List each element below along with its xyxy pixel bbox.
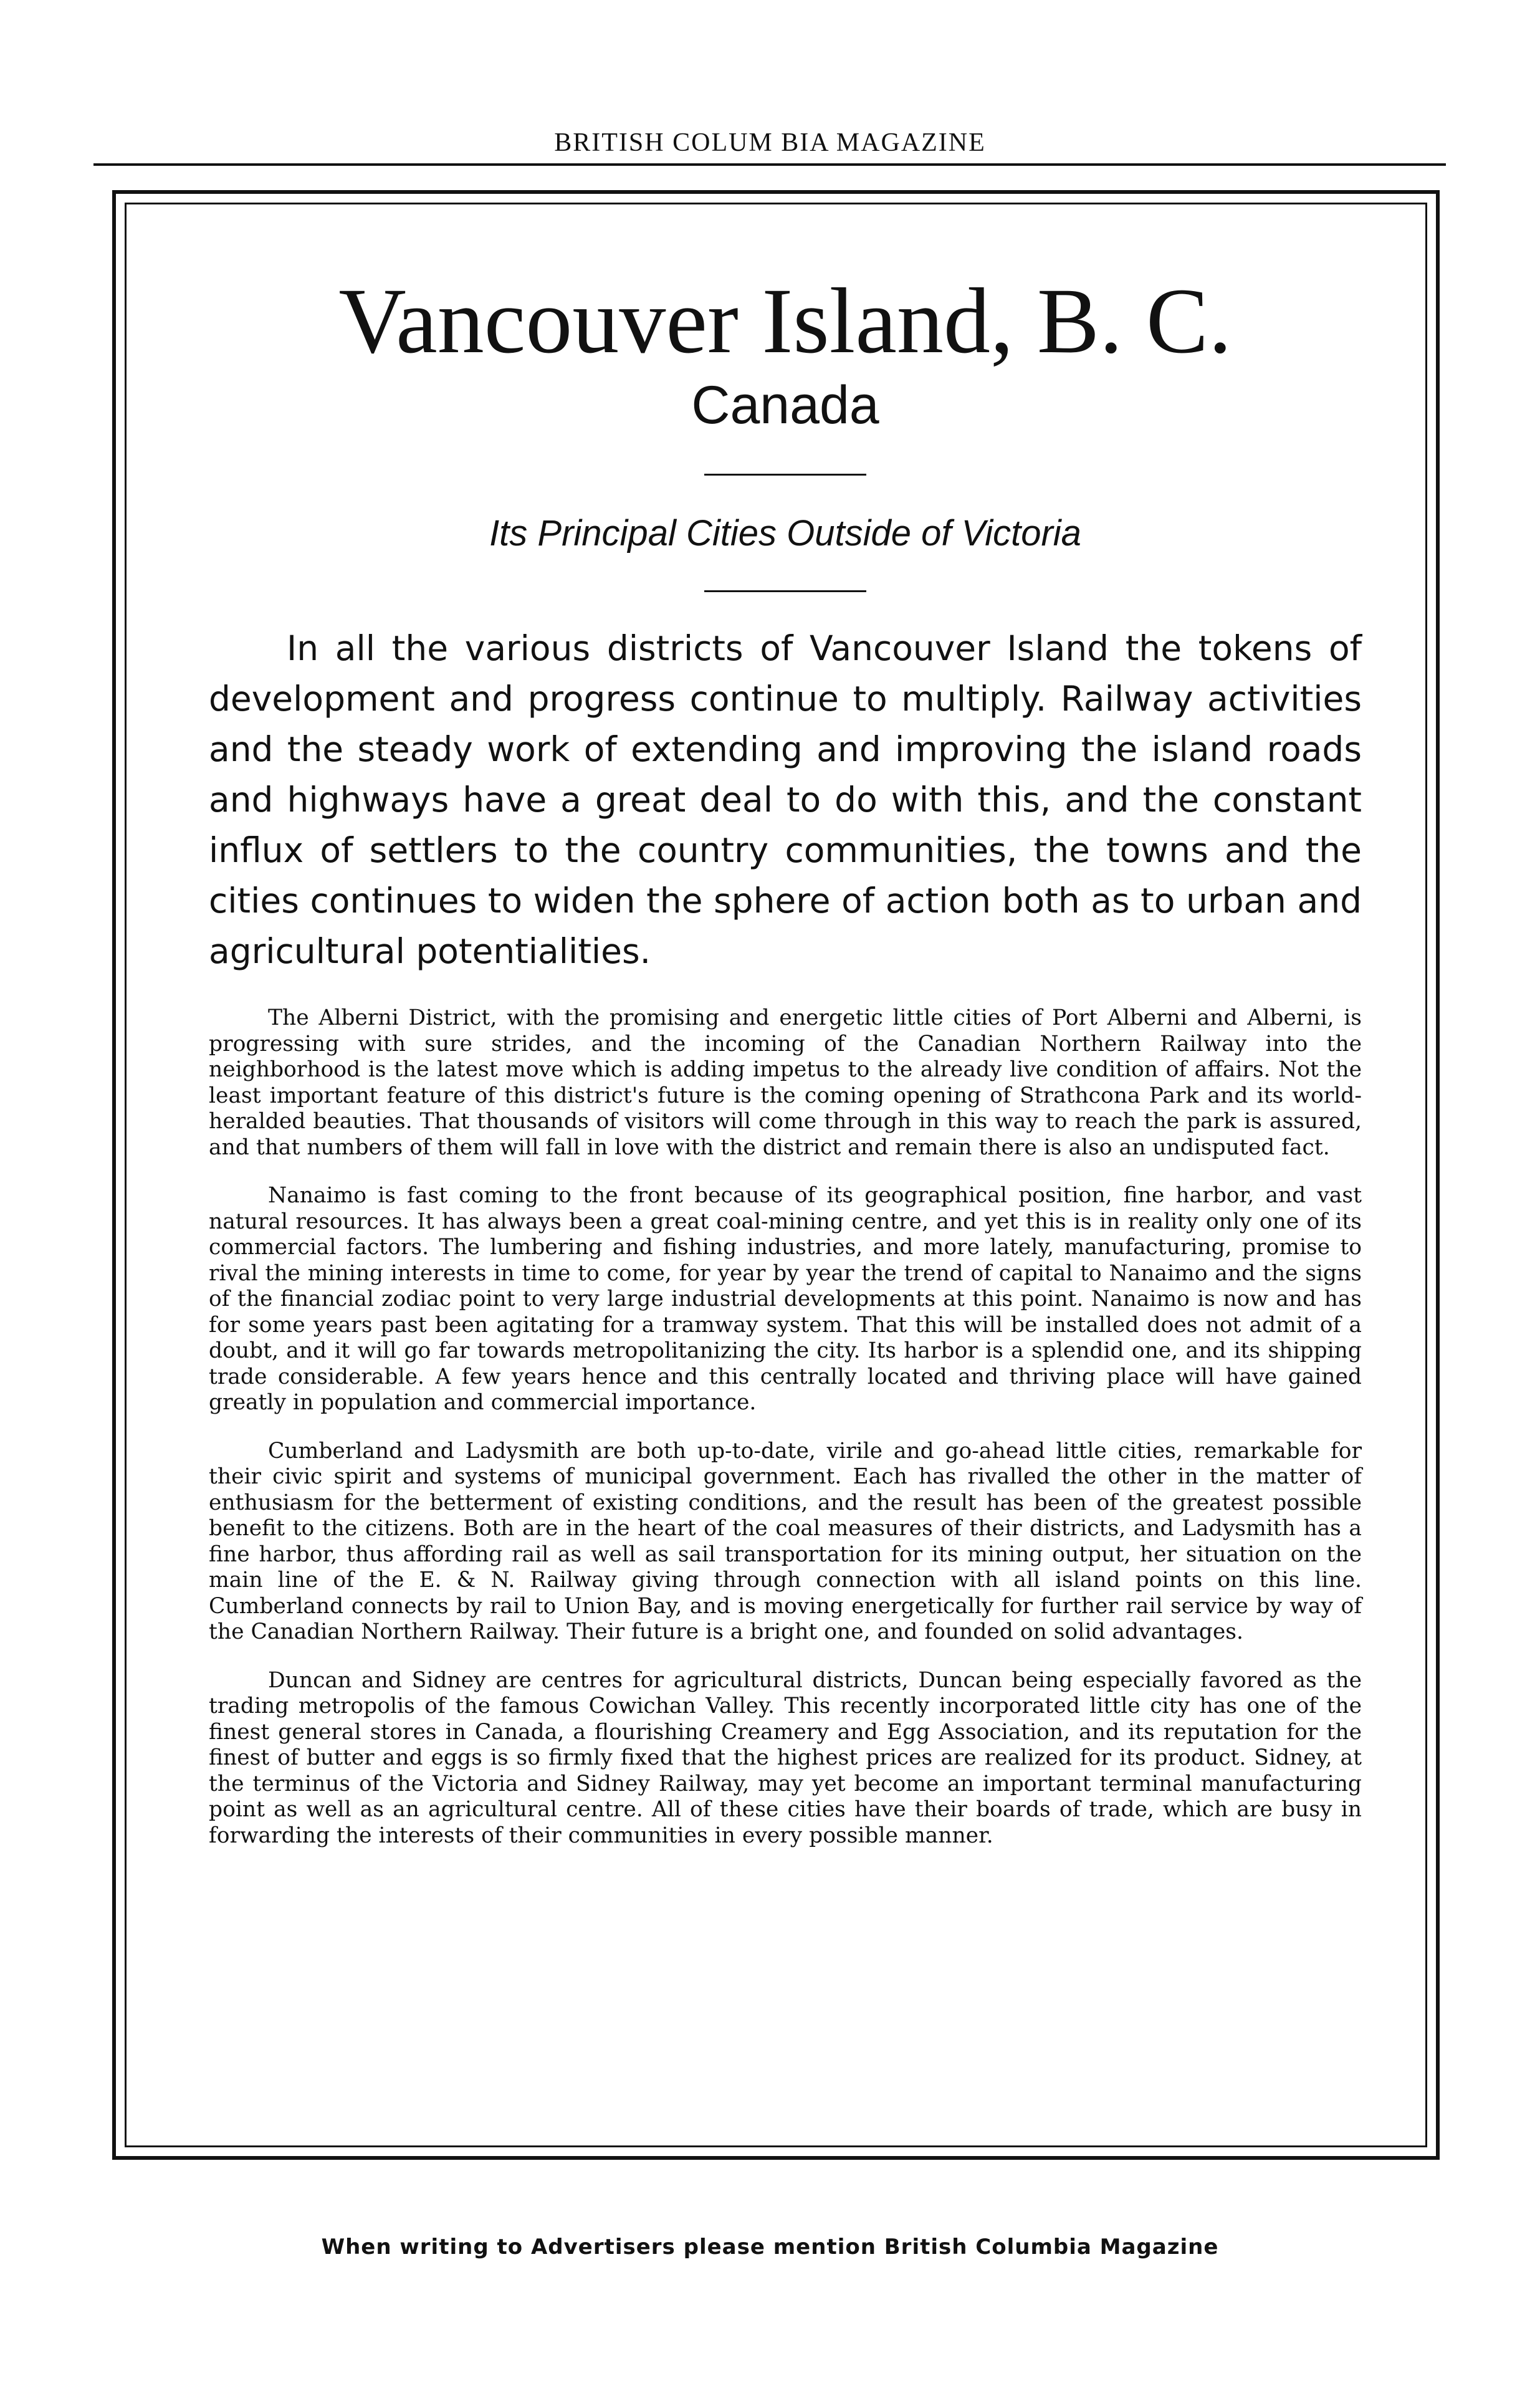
title-divider	[704, 474, 866, 476]
paragraph-cumberland-ladysmith: Cumberland and Ladysmith are both up-to-date, virile and go-ahead little cities, remarkable for their civic spirit and systems of municipal government. Each has rivalled the other in the matter of enthusiasm for the betterment of existing conditions, and the result has been of the greatest possible benefit to the citizens. Both are in the heart of the coal measures of their districts, and Ladysmith has a fine harbor, thus affording rail as well as sail transportation for its mining output, her situation on the main line of the E. & N. Railway giving through connection with all island points on this line. Cumberland connects by rail to Union Bay, and is moving energetically for further rail service by way of the Canadian Northern Railway. Their future is a bright one, and founded on solid advantages.	[209, 1438, 1362, 1644]
article-deck: Its Principal Cities Outside of Victoria	[489, 513, 1081, 554]
article-subtitle: Canada	[691, 375, 879, 435]
deck-divider	[704, 590, 866, 592]
lead-paragraph: In all the various districts of Vancouver Island the tokens of development and progress continue to multiply. Railway activities and the steady work of extending and improving the island roads and highways have a great deal to do with this, and the constant influx of settlers to the country communities, the towns and the cities continues to widen the sphere of action both as to urban and agricultural potentialities.	[209, 628, 1362, 971]
article	[209, 224, 1362, 1849]
running-head: BRITISH COLUM BIA MAGAZINE	[554, 128, 986, 157]
header-rule	[93, 163, 1446, 166]
advertiser-notice: When writing to Advertisers please mention British Columbia Magazine	[321, 2235, 1219, 2260]
paragraph-alberni: The Alberni District, with the promising and energetic little cities of Port Alberni and Alberni, is progressing with sure strides, and the incoming of the Canadian Northern Railway into the neighborhood is the latest move which is adding impetus to the already live condition of affairs. Not the least important feature of this district's future is the coming opening of Strathcona Park and its world-heralded beauties. That thousands of visitors will come through in this way to reach the park is assured, and that numbers of them will fall in love with the district and remain there is also an undisputed fact.	[209, 1005, 1362, 1160]
article-title: Vancouver Island, B. C.	[338, 269, 1232, 373]
paragraph-nanaimo: Nanaimo is fast coming to the front because of its geographical position, fine harbor, and vast natural resources. It has always been a great coal-mining centre, and yet this is in reality only one of its commercial factors. The lumbering and fishing industries, and more lately, manufacturing, promise to rival the mining interests in time to come, for year by year the trend of capital to Nanaimo and the signs of the financial zodiac point to very large industrial developments at this point. Nanaimo is now and has for some years past been agitating for a tramway system. That this will be installed does not admit of a doubt, and it will go far towards metropolitanizing the city. Its harbor is a splendid one, and its shipping trade considerable. A few years hence and this centrally located and thriving place will have gained greatly in population and commercial importance.	[209, 1183, 1362, 1415]
paragraph-duncan-sidney: Duncan and Sidney are centres for agricultural districts, Duncan being especially favored as the trading metropolis of the famous Cowichan Valley. This recently incorporated little city has one of the finest general stores in Canada, a flourishing Creamery and Egg Association, and its reputation for the finest of butter and eggs is so firmly fixed that the highest prices are realized for its product. Sidney, at the terminus of the Victoria and Sidney Railway, may yet become an important terminal manufacturing point as well as an agricultural centre. All of these cities have their boards of trade, which are busy in forwarding the interests of their communities in every possible manner.	[209, 1667, 1362, 1848]
